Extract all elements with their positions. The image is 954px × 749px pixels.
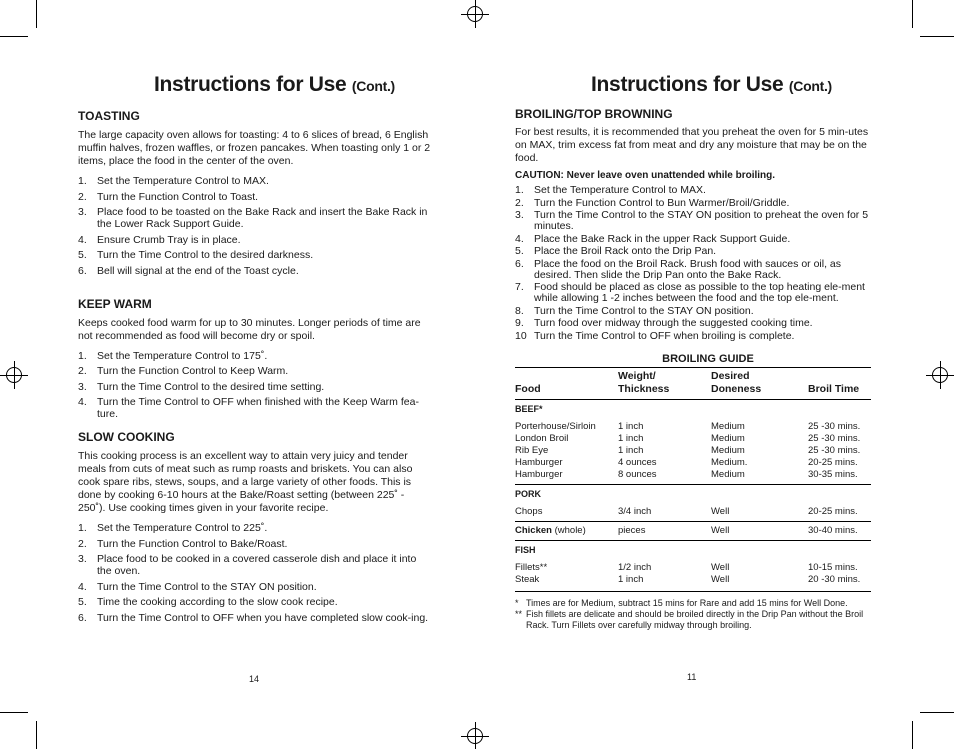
list-item bbox=[78, 596, 432, 608]
step-number: 2. bbox=[78, 365, 87, 377]
table-notes bbox=[515, 598, 871, 631]
table-body bbox=[515, 399, 871, 592]
step-text: Turn the Time Control to OFF when you have completed slow cook-ing. bbox=[97, 611, 429, 624]
step-number: 3. bbox=[515, 209, 524, 221]
cell-doneness: Medium. bbox=[711, 456, 748, 468]
table-row bbox=[515, 469, 871, 481]
list-item bbox=[78, 350, 432, 362]
cell-food: London Broil bbox=[515, 432, 569, 444]
cell-doneness: Medium bbox=[711, 468, 745, 480]
cell-weight: 1 inch bbox=[618, 432, 644, 444]
list-item bbox=[78, 581, 432, 593]
right-page bbox=[515, 70, 871, 631]
list-item bbox=[78, 381, 432, 393]
broiling-intro: For best results, it is recommended that you preheat the oven for 5 min-utes on MAX, trim excess fat from meat and dry any moisture that may be on the food. bbox=[515, 126, 869, 164]
crop-mark bbox=[0, 36, 28, 37]
cell-weight: 1 inch bbox=[618, 444, 644, 456]
list-item bbox=[515, 306, 871, 317]
crop-mark bbox=[36, 0, 37, 28]
step-text: Place the food on the Broil Rack. Brush food with sauces or oil, as desired. Then slide the Drip Pan onto the Bake Rack. bbox=[534, 257, 841, 281]
list-item bbox=[78, 553, 432, 577]
list-item bbox=[78, 265, 432, 277]
cell-doneness: Well bbox=[711, 573, 730, 585]
cell-doneness: Medium bbox=[711, 420, 745, 432]
table-category-block bbox=[515, 521, 871, 540]
step-text: Turn the Time Control to the STAY ON position. bbox=[534, 304, 754, 317]
caution-text: CAUTION: Never leave oven unattended while broiling. bbox=[515, 170, 776, 181]
cell-time: 20 -30 mins. bbox=[808, 573, 861, 585]
list-item bbox=[78, 175, 432, 187]
table-row bbox=[515, 421, 871, 433]
step-text: Place the Bake Rack in the upper Rack Support Guide. bbox=[534, 232, 791, 245]
cell-weight: 1 inch bbox=[618, 573, 644, 585]
column-header-doneness: Desired Doneness bbox=[711, 369, 762, 395]
step-text: Place the Broil Rack onto the Drip Pan. bbox=[534, 245, 717, 257]
step-text: Turn the Time Control to the desired darkness. bbox=[97, 249, 314, 261]
list-item bbox=[515, 198, 871, 209]
step-text: Turn the Function Control to Bake/Roast. bbox=[97, 537, 288, 550]
step-number: 9. bbox=[515, 317, 524, 329]
cell-food: Hamburger bbox=[515, 468, 563, 480]
cell-weight: pieces bbox=[618, 524, 646, 536]
list-item bbox=[515, 234, 871, 245]
table-row bbox=[515, 562, 871, 574]
step-text: Turn food over midway through the suggested cooking time. bbox=[534, 317, 813, 329]
cell-food: Hamburger bbox=[515, 456, 563, 468]
table-category-block bbox=[515, 540, 871, 589]
crop-mark bbox=[912, 0, 913, 28]
cell-food: Rib Eye bbox=[515, 444, 549, 456]
step-text: Bell will signal at the end of the Toast cycle. bbox=[97, 264, 299, 277]
footnote-mark: * bbox=[515, 597, 519, 608]
table-row bbox=[515, 525, 871, 537]
page-title bbox=[154, 70, 432, 101]
cell-food: Fillets** bbox=[515, 561, 548, 573]
page-title-text: Instructions for Use bbox=[591, 73, 784, 96]
crop-mark bbox=[920, 36, 954, 37]
footnote bbox=[515, 598, 871, 609]
category-label: BEEF* bbox=[515, 403, 543, 414]
list-item bbox=[515, 331, 871, 342]
column-header-time: Broil Time bbox=[808, 382, 860, 395]
footnote bbox=[515, 609, 871, 631]
cell-weight: 1 inch bbox=[618, 420, 644, 432]
table-category-block bbox=[515, 399, 871, 484]
step-number: 5. bbox=[78, 596, 87, 608]
keep-warm-intro: Keeps cooked food warm for up to 30 minutes. Longer periods of time are not recommended as food will become dry or spoil. bbox=[78, 316, 421, 342]
toasting-steps bbox=[78, 175, 432, 277]
step-text: Turn the Function Control to Toast. bbox=[97, 190, 259, 203]
cell-weight: 8 ounces bbox=[618, 468, 657, 480]
cell-weight: 4 ounces bbox=[618, 456, 657, 468]
page-title bbox=[591, 70, 871, 101]
step-number: 10 bbox=[515, 329, 527, 342]
step-text: Set the Temperature Control to MAX. bbox=[97, 175, 269, 187]
step-text: Turn the Time Control to OFF when finished with the Keep Warm fea-ture. bbox=[97, 396, 419, 420]
list-item bbox=[78, 522, 432, 534]
cell-doneness: Well bbox=[711, 524, 730, 536]
step-number: 6. bbox=[78, 611, 87, 624]
step-number: 1. bbox=[78, 175, 87, 187]
table-header-row bbox=[515, 368, 871, 399]
step-text: Place food to be cooked in a covered casserole dish and place it into the oven. bbox=[97, 553, 417, 577]
page-title-suffix: (Cont.) bbox=[788, 78, 832, 94]
list-item bbox=[78, 206, 432, 230]
step-text: Turn the Time Control to OFF when broiling is complete. bbox=[534, 329, 795, 342]
step-text: Place food to be toasted on the Bake Rack and insert the Bake Rack in the Lower Rack Support Guide. bbox=[97, 206, 428, 230]
step-number: 1. bbox=[78, 349, 87, 362]
list-item bbox=[515, 318, 871, 329]
registration-mark-right bbox=[926, 361, 954, 389]
footnote-text: Times are for Medium, subtract 15 mins for Rare and add 15 mins for Well Done. bbox=[526, 597, 848, 608]
step-text: Time the cooking according to the slow cook recipe. bbox=[97, 596, 338, 608]
column-header-weight: Weight/ Thickness bbox=[618, 369, 670, 395]
cell-weight: 1/2 inch bbox=[618, 561, 652, 573]
footnote-mark: ** bbox=[515, 608, 523, 619]
section-heading-broiling: BROILING/TOP BROWNING bbox=[515, 107, 673, 121]
step-text: Set the Temperature Control to MAX. bbox=[534, 184, 706, 196]
table-category-block bbox=[515, 484, 871, 521]
step-text: Turn the Time Control to the STAY ON position to preheat the oven for 5 minutes. bbox=[534, 209, 869, 232]
page-title-suffix: (Cont.) bbox=[351, 78, 395, 94]
step-number: 4. bbox=[78, 580, 87, 593]
step-number: 4. bbox=[515, 232, 524, 245]
cell-time: 20-25 mins. bbox=[808, 505, 858, 517]
cell-time: 20-25 mins. bbox=[808, 456, 858, 468]
step-number: 2. bbox=[515, 196, 524, 209]
step-number: 1. bbox=[515, 184, 524, 196]
crop-mark bbox=[912, 721, 913, 749]
step-number: 5. bbox=[78, 249, 87, 261]
section-heading-keep-warm: KEEP WARM bbox=[78, 296, 152, 311]
section-heading-toasting: TOASTING bbox=[78, 109, 140, 123]
table-row bbox=[515, 457, 871, 469]
step-number: 5. bbox=[515, 245, 524, 257]
category-label: PORK bbox=[515, 488, 542, 499]
registration-mark-bottom bbox=[461, 722, 489, 749]
list-item bbox=[78, 234, 432, 246]
category-label: FISH bbox=[515, 544, 536, 555]
list-item bbox=[78, 191, 432, 203]
step-number: 4. bbox=[78, 396, 87, 408]
column-header-food: Food bbox=[515, 382, 541, 395]
step-number: 7. bbox=[515, 281, 524, 293]
cell-time: 30-35 mins. bbox=[808, 468, 858, 480]
registration-mark-top bbox=[461, 0, 489, 28]
cell-time: 25 -30 mins. bbox=[808, 432, 861, 444]
table-row bbox=[515, 433, 871, 445]
cell-time: 25 -30 mins. bbox=[808, 420, 861, 432]
page-number-left: 14 bbox=[249, 674, 260, 684]
cell-weight: 3/4 inch bbox=[618, 505, 652, 517]
page-number-right: 11 bbox=[687, 672, 697, 682]
list-item bbox=[515, 259, 871, 281]
list-item bbox=[78, 612, 432, 624]
step-number: 1. bbox=[78, 522, 87, 534]
list-item bbox=[515, 185, 871, 196]
cell-food-name: Chicken bbox=[515, 524, 552, 536]
cell-time: 25 -30 mins. bbox=[808, 444, 861, 456]
keep-warm-steps bbox=[78, 350, 432, 421]
broiling-steps bbox=[515, 185, 871, 342]
step-text: Turn the Time Control to the desired time setting. bbox=[97, 380, 325, 393]
crop-mark bbox=[36, 721, 37, 749]
step-number: 8. bbox=[515, 304, 524, 317]
list-item bbox=[78, 538, 432, 550]
section-heading-slow-cooking: SLOW COOKING bbox=[78, 430, 175, 444]
step-number: 3. bbox=[78, 553, 87, 565]
list-item bbox=[515, 246, 871, 257]
step-text: Set the Temperature Control to 225˚. bbox=[97, 522, 268, 534]
crop-mark bbox=[920, 712, 954, 713]
list-item bbox=[78, 396, 432, 420]
list-item bbox=[515, 210, 871, 232]
cell-food-note: (whole) bbox=[551, 524, 586, 536]
table-row bbox=[515, 506, 871, 518]
step-text: Turn the Function Control to Bun Warmer/Broil/Griddle. bbox=[534, 196, 790, 209]
cell-food: Chops bbox=[515, 505, 543, 517]
registration-mark-left bbox=[0, 361, 28, 389]
crop-mark bbox=[0, 712, 28, 713]
cell-doneness: Medium bbox=[711, 432, 745, 444]
step-number: 3. bbox=[78, 206, 87, 218]
cell-time: 30-40 mins. bbox=[808, 524, 858, 536]
broiling-guide-title: BROILING GUIDE bbox=[662, 352, 754, 365]
broiling-guide-table bbox=[515, 352, 871, 631]
step-text: Food should be placed as close as possible to the top heating ele-ment while allowing 1 -2 inches between the food and the top ele-ment. bbox=[534, 281, 865, 304]
list-item bbox=[78, 249, 432, 261]
footnote-text: Fish fillets are delicate and should be broiled directly in the Drip Pan without the Broil Rack. Turn Fillets over carefully midway through broiling. bbox=[526, 608, 864, 630]
left-page bbox=[78, 70, 432, 627]
cell-doneness: Well bbox=[711, 505, 730, 517]
table-row bbox=[515, 445, 871, 457]
step-number: 3. bbox=[78, 380, 87, 393]
step-number: 6. bbox=[78, 264, 87, 277]
slow-cooking-steps bbox=[78, 522, 432, 624]
table-row bbox=[515, 574, 871, 586]
step-text: Set the Temperature Control to 175˚. bbox=[97, 349, 268, 362]
step-text: Ensure Crumb Tray is in place. bbox=[97, 233, 241, 246]
list-item bbox=[515, 282, 871, 304]
step-number: 2. bbox=[78, 190, 87, 203]
step-number: 6. bbox=[515, 257, 524, 270]
cell-food bbox=[515, 525, 618, 537]
page-title-text: Instructions for Use bbox=[154, 73, 347, 96]
cell-doneness: Well bbox=[711, 561, 730, 573]
cell-doneness: Medium bbox=[711, 444, 745, 456]
slow-cooking-intro: This cooking process is an excellent way to attain very juicy and tender meals from cuts of meat such as rump roasts and briskets. You can also cook spare ribs, stews, soups, and a large variety of other foods. This is done by cooking 6-10 hours at the Bake/Roast setting (between 225˚ - 250˚). Use cooking times given in your favorite recipe. bbox=[78, 450, 413, 514]
step-text: Turn the Time Control to the STAY ON position. bbox=[97, 580, 317, 593]
step-number: 4. bbox=[78, 233, 87, 246]
cell-food: Porterhouse/Sirloin bbox=[515, 420, 596, 432]
cell-time: 10-15 mins. bbox=[808, 561, 858, 573]
step-number: 2. bbox=[78, 537, 87, 550]
list-item bbox=[78, 365, 432, 377]
step-text: Turn the Function Control to Keep Warm. bbox=[97, 365, 289, 377]
cell-food: Steak bbox=[515, 573, 540, 585]
toasting-intro: The large capacity oven allows for toasting: 4 to 6 slices of bread, 6 English muffin halves, frozen waffles, or frozen pancakes. When toasting only 1 or 2 items, place the food in the center of the oven. bbox=[78, 129, 431, 167]
